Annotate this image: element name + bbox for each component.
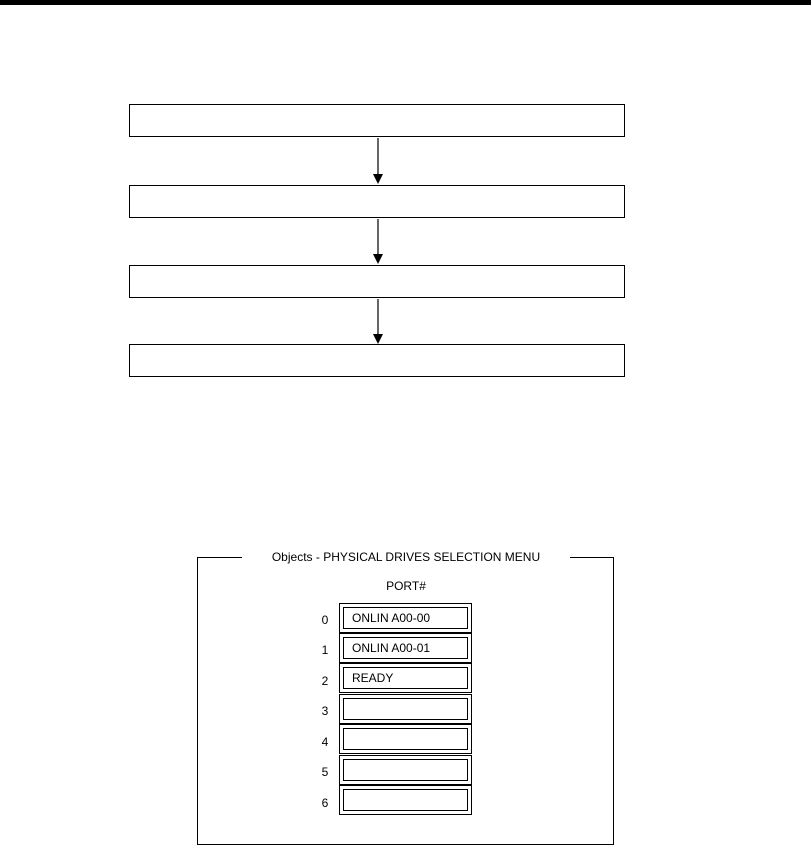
flow-step-1	[129, 104, 625, 137]
port-slot-4[interactable]	[339, 724, 472, 754]
port-status: ONLIN A00-01	[343, 637, 468, 659]
port-index: 6	[321, 796, 329, 810]
top-rule	[0, 0, 811, 5]
menu-title: Objects - PHYSICAL DRIVES SELECTION MENU	[242, 549, 570, 565]
port-status: ONLIN A00-00	[343, 607, 468, 629]
port-status	[343, 759, 468, 781]
port-index: 0	[321, 613, 329, 627]
port-index: 4	[321, 735, 329, 749]
port-status	[343, 728, 468, 750]
port-slot-1[interactable]	[339, 633, 472, 663]
flow-step-3	[129, 265, 625, 298]
port-status: READY	[343, 667, 468, 689]
port-index: 3	[321, 704, 329, 718]
port-index: 2	[321, 674, 329, 688]
port-index: 1	[321, 643, 329, 657]
port-slot-0[interactable]	[339, 603, 472, 633]
flow-step-4	[129, 344, 625, 377]
flow-arrow-3	[371, 299, 385, 345]
port-slot-5[interactable]	[339, 755, 472, 785]
flow-arrow-1	[371, 138, 385, 185]
flow-step-2	[129, 185, 625, 218]
port-slot-6[interactable]	[339, 785, 472, 815]
port-slot-3[interactable]	[339, 694, 472, 724]
port-column-header: PORT#	[386, 579, 426, 593]
port-status	[343, 698, 468, 720]
port-status	[343, 789, 468, 811]
flow-arrow-2	[371, 219, 385, 265]
port-index: 5	[321, 765, 329, 779]
port-slot-2[interactable]	[339, 663, 472, 693]
